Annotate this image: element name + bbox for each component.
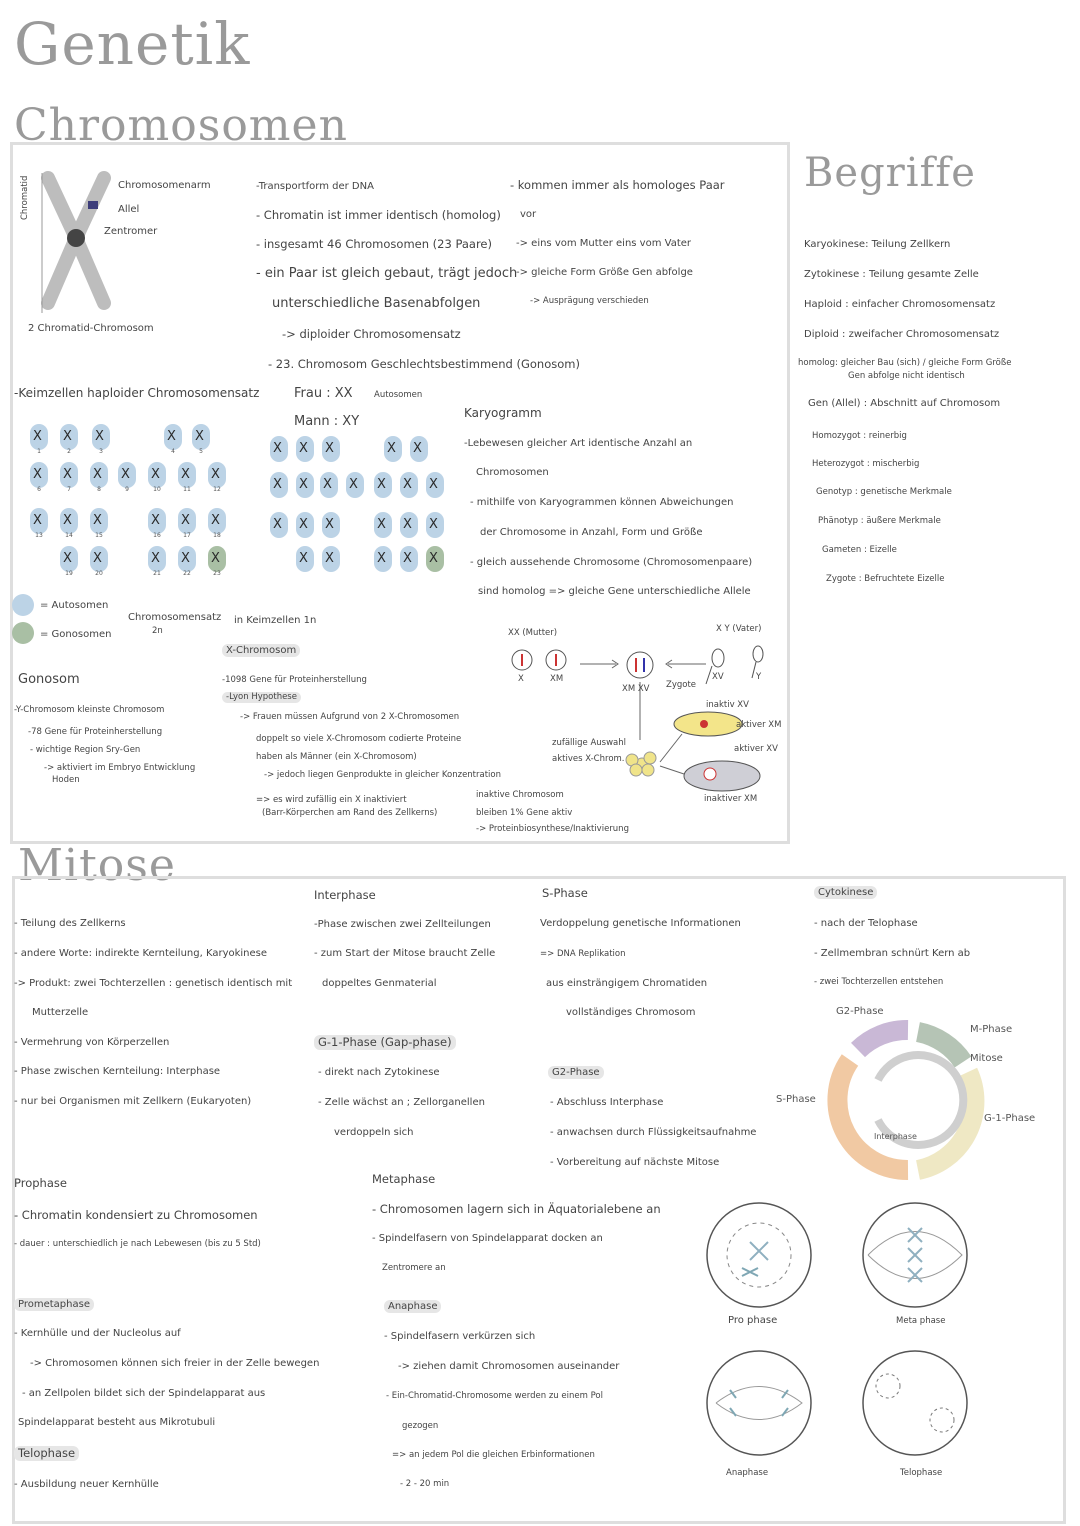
gonosome-chromosome: X 23 <box>208 546 226 572</box>
text-line: der Chromosome in Anzahl, Form und Größe <box>480 527 703 538</box>
text-line: -Y-Chromosom kleinste Chromosom <box>14 705 165 715</box>
page-title: Genetik <box>14 10 251 78</box>
vater-label: X Y (Vater) <box>716 624 762 634</box>
text-line: - Ein-Chromatid-Chromosome werden zu einem Pol <box>386 1391 603 1401</box>
text-line: - andere Worte: indirekte Kernteilung, Karyokinese <box>14 948 268 959</box>
text-line: - Zellmembran schnürt Kern ab <box>814 948 971 959</box>
autosome-chromosome: X 1 <box>30 424 48 450</box>
text-line: -78 Gene für Proteinherstellung <box>28 727 163 737</box>
begriff-item: Genotyp : genetische Merkmale <box>816 487 952 497</box>
autosome-chromosome: X 8 <box>90 462 108 488</box>
text-line: - kommen immer als homologes Paar <box>510 178 725 192</box>
cycle-s-label: S-Phase <box>776 1094 816 1105</box>
label-2-chromatid: 2 Chromatid-Chromosom <box>28 323 154 334</box>
text-line: - Chromosomen lagern sich in Äquatorialebene an <box>372 1202 661 1216</box>
autosome-chromosome: X 9 <box>118 462 136 488</box>
autosome-chromosome: X 2 <box>60 424 78 450</box>
autosome-chromosome: X <box>320 472 338 498</box>
text-line: - Zelle wächst an ; Zellorganellen <box>318 1097 485 1108</box>
text-line: - zum Start der Mitose braucht Zelle <box>314 948 496 959</box>
mann-label: Mann : XY <box>294 414 360 429</box>
autosome-chromosome: X 5 <box>192 424 210 450</box>
text-line: Mutterzelle <box>32 1007 89 1018</box>
text-line: inaktive Chromosom <box>476 790 564 800</box>
cycle-m-label: M-Phase <box>970 1024 1013 1035</box>
autosome-chromosome: X <box>426 472 444 498</box>
begriffe-heading: Begriffe <box>804 150 976 196</box>
text-line: - Spindelfasern verkürzen sich <box>384 1331 536 1342</box>
text-line: - insgesamt 46 Chromosomen (23 Paare) <box>256 237 492 251</box>
begriff-item: Gen (Allel) : Abschnitt auf Chromosom <box>808 398 1001 409</box>
text-line: - Chromatin kondensiert zu Chromosomen <box>14 1208 258 1222</box>
autosome-chromosome: X <box>296 546 314 572</box>
text-line: -> Proteinbiosynthese/Inaktivierung <box>476 824 629 834</box>
autosome-chromosome: X 19 <box>60 546 78 572</box>
text-line: -Lyon Hypothese <box>222 692 301 703</box>
autosome-chromosome: X <box>322 512 340 538</box>
autosome-chromosome: X 11 <box>178 462 196 488</box>
text-line: -> eins vom Mutter eins vom Vater <box>516 238 692 249</box>
text-line: => es wird zufällig ein X inaktiviert <box>256 795 407 805</box>
autosome-chromosome: X 6 <box>30 462 48 488</box>
text-line: -Lebewesen gleicher Art identische Anzahl an <box>464 438 693 449</box>
autosome-chromosome: X <box>384 436 402 462</box>
text-line: -> Frauen müssen Aufgrund von 2 X-Chromosomen <box>240 712 460 722</box>
text-line: bleiben 1% Gene aktiv <box>476 808 573 818</box>
x-label: X <box>518 674 524 684</box>
cell-telophase <box>858 1346 972 1460</box>
text-line: => an jedem Pol die gleichen Erbinformationen <box>392 1450 595 1460</box>
autosomen-note: Autosomen <box>374 390 423 400</box>
begriff-item: homolog: gleicher Bau (sich) / gleiche Form Größe <box>798 358 1012 368</box>
mitose-heading: Mitose <box>18 840 176 891</box>
begriff-item: Gen abfolge nicht identisch <box>848 371 965 381</box>
text-line: => DNA Replikation <box>540 949 626 959</box>
legend-keimzellen: in Keimzellen 1n <box>234 615 317 626</box>
text-line: - Vorbereitung auf nächste Mitose <box>550 1157 720 1168</box>
autosome-chromosome: X 16 <box>148 508 166 534</box>
aktiv-xm-label: aktiver XM <box>736 720 782 730</box>
begriff-item: Heterozygot : mischerbig <box>812 459 920 469</box>
zufaellig-label: zufällige Auswahl <box>552 738 627 748</box>
g1-heading: G-1-Phase (Gap-phase) <box>314 1035 456 1050</box>
autosome-chromosome: X <box>374 472 392 498</box>
telophase-heading: Telophase <box>14 1446 79 1461</box>
label-telophase: Telophase <box>900 1468 943 1478</box>
mutter-label: XX (Mutter) <box>508 628 558 638</box>
autosome-chromosome: X <box>296 472 314 498</box>
text-line: sind homolog => gleiche Gene unterschiedliche Allele <box>478 586 751 597</box>
autosome-chromosome: X 14 <box>60 508 78 534</box>
text-line: - zwei Tochterzellen entstehen <box>814 977 944 987</box>
text-line: - Spindelfasern von Spindelapparat docken an <box>372 1233 603 1244</box>
gonosome-chromosome: X <box>426 546 444 572</box>
autosome-chromosome: X <box>410 436 428 462</box>
cell-prophase <box>702 1198 816 1312</box>
cycle-inter-label: Interphase <box>874 1132 917 1141</box>
autosome-chromosome: X 20 <box>90 546 108 572</box>
autosome-chromosome: X <box>270 472 288 498</box>
text-line: verdoppeln sich <box>334 1127 414 1138</box>
autosome-chromosome: X <box>400 546 418 572</box>
autosome-chromosome: X 17 <box>178 508 196 534</box>
autosome-chromosome: X 15 <box>90 508 108 534</box>
text-line: -> gleiche Form Größe Gen abfolge <box>516 267 693 278</box>
autosome-chromosome: X <box>296 436 314 462</box>
autosome-chromosome: X <box>400 512 418 538</box>
text-line: doppelt so viele X-Chromosom codierte Proteine <box>256 734 462 744</box>
autosom-swatch <box>12 594 34 616</box>
autosome-chromosome: X 21 <box>148 546 166 572</box>
text-line: - Abschluss Interphase <box>550 1097 664 1108</box>
begriff-item: Zytokinese : Teilung gesamte Zelle <box>804 269 979 280</box>
zytokinese-heading: Cytokinese <box>814 886 877 899</box>
text-line: doppeltes Genmaterial <box>322 978 437 989</box>
text-line: unterschiedliche Basenabfolgen <box>272 296 481 311</box>
begriff-item: Karyokinese: Teilung Zellkern <box>804 239 951 250</box>
text-line: -> diploider Chromosomensatz <box>282 327 461 341</box>
autosome-chromosome: X 10 <box>148 462 166 488</box>
text-line: - Phase zwischen Kernteilung: Interphase <box>14 1066 221 1077</box>
text-line: - an Zellpolen bildet sich der Spindelapparat aus <box>22 1388 266 1399</box>
cycle-g2-label: G2-Phase <box>836 1006 884 1017</box>
zygote-label: Zygote <box>666 680 697 690</box>
text-line: vor <box>520 209 537 220</box>
autosome-chromosome: X <box>374 512 392 538</box>
text-line: - Teilung des Zellkerns <box>14 918 126 929</box>
text-line: - ein Paar ist gleich gebaut, trägt jedoch <box>256 266 518 281</box>
autosome-chromosome: X 22 <box>178 546 196 572</box>
label-prophase: Pro phase <box>728 1315 778 1326</box>
text-line: -> Ausprägung verschieden <box>530 296 649 306</box>
legend-gonosomen: = Gonosomen <box>40 629 112 640</box>
text-line: Chromosomen <box>476 467 549 478</box>
autosome-chromosome: X 12 <box>208 462 226 488</box>
x-chromosom-heading: X-Chromosom <box>222 644 300 657</box>
text-line: - 23. Chromosom Geschlechtsbestimmend (Gonosom) <box>268 357 580 371</box>
begriff-item: Haploid : einfacher Chromosomensatz <box>804 299 996 310</box>
autosome-chromosome: X 18 <box>208 508 226 534</box>
text-line: - wichtige Region Sry-Gen <box>30 745 141 755</box>
text-line: Verdoppelung genetische Informationen <box>540 918 741 929</box>
text-line: Hoden <box>52 775 80 785</box>
autosome-chromosome: X <box>322 546 340 572</box>
frau-label: Frau : XX <box>294 386 353 401</box>
cell-anaphase <box>702 1346 816 1460</box>
begriff-item: Diploid : zweifacher Chromosomensatz <box>804 329 1000 340</box>
cell-metaphase <box>858 1198 972 1312</box>
autosome-chromosome: X <box>270 436 288 462</box>
text-line: - nach der Telophase <box>814 918 918 929</box>
gonosom-swatch <box>12 622 34 644</box>
cell-cycle-diagram <box>818 1010 998 1190</box>
text-line: - anwachsen durch Flüssigkeitsaufnahme <box>550 1127 757 1138</box>
text-line: -> jedoch liegen Genprodukte in gleicher Konzentration <box>264 770 502 780</box>
text-line: - gleich aussehende Chromosome (Chromosomenpaare) <box>470 557 753 568</box>
text-line: vollständiges Chromosom <box>566 1007 696 1018</box>
g2-heading: G2-Phase <box>548 1066 604 1079</box>
autosome-chromosome: X <box>400 472 418 498</box>
text-line: - Chromatin ist immer identisch (homolog) <box>256 208 501 222</box>
cycle-mitose-label: Mitose <box>970 1053 1003 1064</box>
text-line: - Kernhülle und der Nucleolus auf <box>14 1328 181 1339</box>
metaphase-heading: Metaphase <box>372 1172 436 1186</box>
text-line: -Phase zwischen zwei Zellteilungen <box>314 919 491 930</box>
autosome-chromosome: X 3 <box>92 424 110 450</box>
begriff-item: Gameten : Eizelle <box>822 545 897 555</box>
autosome-chromosome: X <box>426 512 444 538</box>
prometaphase-heading: Prometaphase <box>14 1298 94 1311</box>
text-line: - Vermehrung von Körperzellen <box>14 1037 170 1048</box>
label-allel: Allel <box>118 204 140 215</box>
inaktiv-xm-label: inaktiver XM <box>704 794 758 804</box>
text-line: aus einsträngigem Chromatiden <box>546 978 708 989</box>
text-line: Spindelapparat besteht aus Mikrotubuli <box>18 1417 216 1428</box>
text-line: - dauer : unterschiedlich je nach Lebewesen (bis zu 5 Std) <box>14 1239 261 1249</box>
text-line: gezogen <box>402 1421 439 1431</box>
text-line: -> Produkt: zwei Tochterzellen : genetisch identisch mit <box>14 978 293 989</box>
text-line: - direkt nach Zytokinese <box>318 1067 440 1078</box>
autosome-chromosome: X <box>296 512 314 538</box>
begriff-item: Zygote : Befruchtete Eizelle <box>826 574 945 584</box>
autosome-chromosome: X <box>322 436 340 462</box>
text-line: -1098 Gene für Proteinherstellung <box>222 675 367 685</box>
begriff-item: Phänotyp : äußere Merkmale <box>818 516 941 526</box>
autosome-chromosome: X 7 <box>60 462 78 488</box>
xm-label: XM <box>550 674 564 684</box>
interphase-heading: Interphase <box>314 888 376 902</box>
anaphase-heading: Anaphase <box>384 1300 441 1313</box>
text-line: Zentromere an <box>382 1263 446 1273</box>
aktiv-x-label: aktives X-Chrom. <box>552 754 625 764</box>
karyogramm-heading: Karyogramm <box>464 406 542 420</box>
legend-chromosomensatz: Chromosomensatz <box>128 612 222 623</box>
s-heading: S-Phase <box>542 886 588 900</box>
text-line: haben als Männer (ein X-Chromosom) <box>256 752 417 762</box>
label-zentromer: Zentromer <box>104 226 158 237</box>
prophase-heading: Prophase <box>14 1176 67 1190</box>
text-line: -> ziehen damit Chromosomen auseinander <box>398 1361 620 1372</box>
legend-2n: 2n <box>152 626 163 636</box>
keimzellen-text: -Keimzellen haploider Chromosomensatz <box>14 386 260 400</box>
autosome-chromosome: X <box>346 472 364 498</box>
autosome-chromosome: X 4 <box>164 424 182 450</box>
autosome-chromosome: X <box>374 546 392 572</box>
text-line: -> aktiviert im Embryo Entwicklung <box>44 763 196 773</box>
text-line: - mithilfe von Karyogrammen können Abweichungen <box>470 497 734 508</box>
text-line: - 2 - 20 min <box>400 1479 450 1489</box>
zygote-genes: XM XV <box>622 684 650 694</box>
text-line: - nur bei Organismen mit Zellkern (Eukaryoten) <box>14 1096 252 1107</box>
label-anaphase: Anaphase <box>726 1468 769 1478</box>
text-line: (Barr-Körperchen am Rand des Zellkerns) <box>262 808 438 818</box>
chromosomen-heading: Chromosomen <box>14 100 348 151</box>
inaktiv-label: inaktiv XV <box>706 700 749 710</box>
autosome-chromosome: X 13 <box>30 508 48 534</box>
xv-label: XV <box>712 672 724 682</box>
label-chromatid: Chromatid <box>20 175 30 220</box>
text-line: - Ausbildung neuer Kernhülle <box>14 1479 159 1490</box>
aktiv-xv-label: aktiver XV <box>734 744 778 754</box>
label-chromosomenarm: Chromosomenarm <box>118 180 211 191</box>
y-label: Y <box>756 672 762 682</box>
text-line: -> Chromosomen können sich freier in der Zelle bewegen <box>30 1358 320 1369</box>
gonosom-heading: Gonosom <box>18 672 80 687</box>
legend-autosomen: = Autosomen <box>40 600 109 611</box>
text-line: -Transportform der DNA <box>256 181 374 192</box>
begriff-item: Homozygot : reinerbig <box>812 431 907 441</box>
label-metaphase: Meta phase <box>896 1316 946 1326</box>
cycle-g1-label: G-1-Phase <box>984 1113 1036 1124</box>
autosome-chromosome: X <box>270 512 288 538</box>
